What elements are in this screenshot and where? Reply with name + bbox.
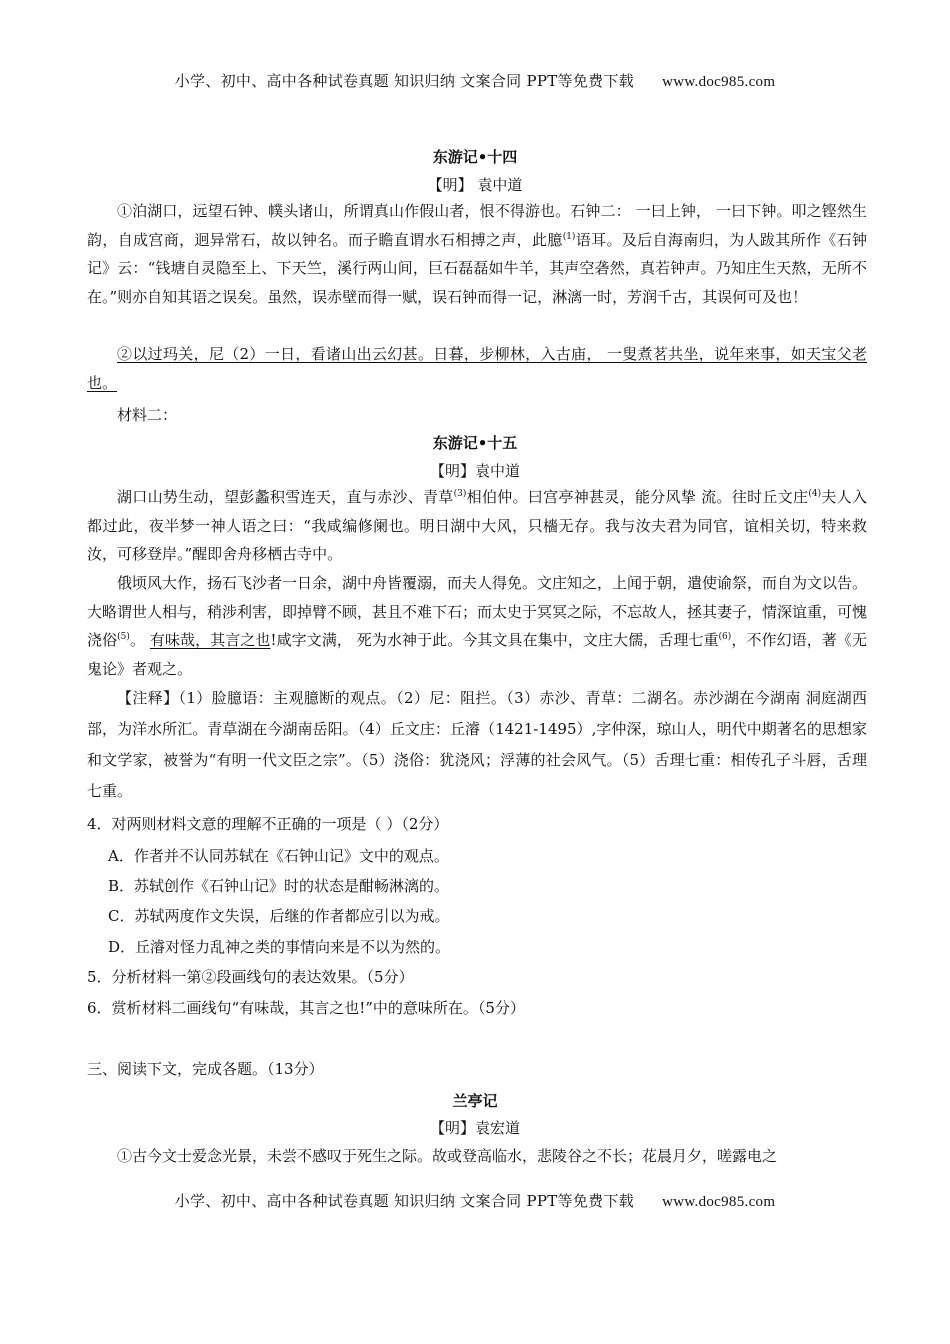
annotation-notes: 【注释】（1）脸臆语：主观臆断的观点。（2）尼：阻拦。（3）赤沙、青草：二湖名。赤沙湖在今湖南 洞庭湖西部，为洋水所汇。青草湖在今湖南岳阳。（4）丘文庄：丘濬（1421-1495）,字仲深，琼山人，明代中期著名的思想家和文学家，被誉为“有明一代文臣之宗”。（5）浇俗：犹浇风；浮薄的社会风气。（5）舌理七重：相传孔子斗唇，舌理七重。 (87, 689, 867, 800)
header-url[interactable]: www.doc985.com (662, 74, 776, 90)
lanting-author: 【明】袁宏道 (429, 1119, 520, 1137)
section-15-title: 东游记•十五 (432, 434, 518, 452)
para-text: !咸字文满， 死为水神于此。今其文具在集中，文庄大儒，舌理七重 (270, 631, 719, 649)
section-14-title: 东游记•十四 (432, 148, 518, 166)
footnote-marker: (6) (718, 632, 732, 642)
underlined-sentence: 有味哉，其言之也 (149, 631, 271, 649)
page-footer (0, 1190, 950, 1211)
para-text: 。 (129, 631, 146, 649)
footnote-marker: (5) (117, 632, 130, 642)
section-3-heading: 三、阅读下文，完成各题。（13分） (87, 1060, 324, 1078)
para-text: 夫人入都过此，夜半梦一神人语之曰：“我咸编修阑也。明日湖中大风，只檣无存。我与汝夫君为同官，谊相关切，特来救汝，可移登岸。”醒即舍舟移栖古寺中。 (87, 488, 867, 563)
footnote-marker: (1) (562, 231, 576, 242)
para-text: 俄顷风大作，扬石飞沙者一日余，湖中舟皆覆溺，而夫人得免。文庄知之，上闻于朝，遣使谕祭，而自为文以告。大略谓世人相与，稍涉利害，即掉臂不顾，甚且不难下石；而太史于冥冥之际，不忘故人，拯其妻子，情深谊重，可愧浇俗 (87, 574, 868, 649)
option-a: A．作者并不认同苏轼在《石钟山记》文中的观点。 (108, 847, 449, 865)
option-c: C．苏轼两度作文失误，后继的作者都应引以为戒。 (108, 907, 450, 925)
question-6: 6．赏析材料二画线句“有味哉，其言之也!”中的意味所在。（5分） (87, 999, 525, 1017)
section-14-paragraph-2 (87, 340, 867, 397)
footnote-marker: (3) (453, 489, 467, 499)
underlined-sentence: ②以过玛关，尼（2）一日，看诸山出云幻甚。日暮，步柳林，入古庙， 一叟煮茗共坐，说年来事，如天宝父老也。 (87, 345, 867, 392)
lanting-paragraph-1: ①古今文士爱念光景，未尝不感叹于死生之际。故或登高临水，悲陵谷之不长；花晨月夕，嗟露电之 (117, 1147, 778, 1165)
footer-text: 小学、初中、高中各种试卷真题 知识归纳 文案合同 PPT等免费下载 (174, 1192, 635, 1210)
footer-url[interactable]: www.doc985.com (662, 1194, 776, 1210)
option-d: D．丘濬对怪力乱神之类的事情向来是不以为然的。 (108, 938, 451, 956)
option-b: B．苏轼创作《石钟山记》时的状态是酣畅淋漓的。 (108, 877, 450, 895)
header-text: 小学、初中、高中各种试卷真题 知识归纳 文案合同 PPT等免费下载 (174, 72, 635, 90)
para-text: 语耳。及后自海南归，为人跋其所作《石钟记》云：“钱塘自灵隐至上、下天竺，溪行两山间，巨石磊磊如牛羊，其声空砻然，真若钟声。乃知庄生天熬，无所不在。”则亦自知其语之误矣。虽然，误赤壁而得一赋，误石钟而得一记，淋漓一时，芳润千古，其误何可及也！ (87, 230, 867, 306)
section-14-author: 【明】 袁中道 (427, 176, 523, 194)
section-15-author: 【明】袁中道 (429, 462, 520, 480)
lanting-title: 兰亭记 (452, 1092, 498, 1110)
section-15-paragraph-1 (87, 483, 867, 569)
question-5: 5．分析材料一第②段画线句的表达效果。（5分） (87, 968, 414, 986)
para-text: 湖口山势生动，望彭蠡积雪连天，直与赤沙、青草 (117, 488, 454, 506)
page-header (0, 70, 950, 91)
material-2-label: 材料二： (117, 406, 178, 424)
para-text: 相伯仲。曰宫亭神甚灵，能分风挚 流。往时丘文庄 (466, 488, 809, 506)
section-14-paragraph-1 (87, 197, 867, 311)
section-15-paragraph-2 (87, 569, 867, 683)
para-text: ①泊湖口，远望石钟、幞头诸山，所谓真山作假山者，恨不得游也。石钟二： 一曰上钟， 一曰下钟。叩之铿然生韵，自成宫商，迥异常石，故以钟名。而子瞻直谓水石相搏之声，此臆 (87, 202, 867, 249)
footnote-marker: (4) (808, 489, 822, 499)
para-text: ，不作幻语，著《无鬼论》者观之。 (87, 631, 867, 678)
question-4: 4．对两则材料文意的理解不正确的一项是（ ）（2分） (87, 815, 449, 833)
